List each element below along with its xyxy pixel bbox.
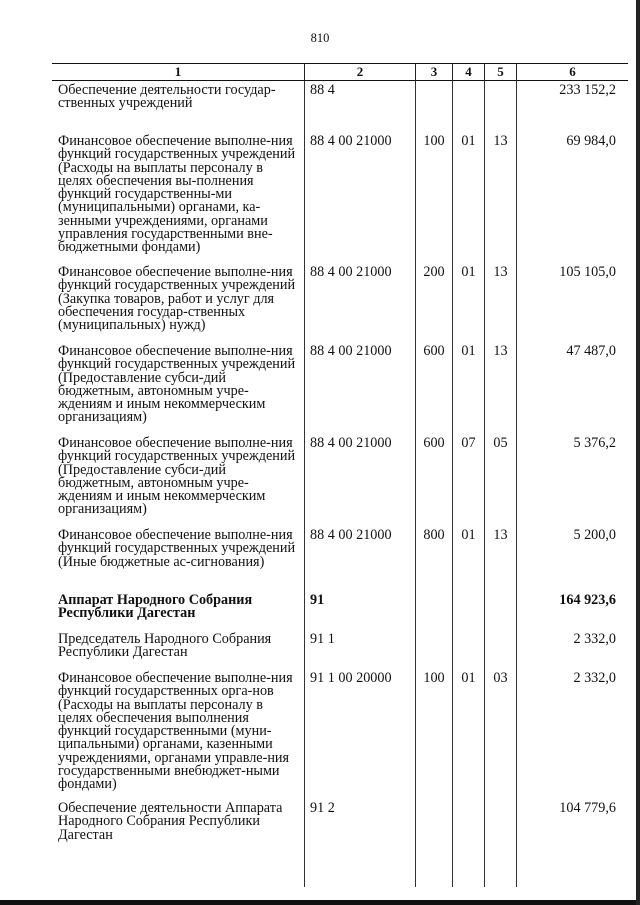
table-row (52, 434, 628, 526)
cell-code: 88 4 00 21000 (305, 342, 416, 434)
cell-section (453, 81, 485, 132)
cell-amount: 104 779,6 (559, 800, 616, 816)
table-row (52, 132, 628, 263)
cell-amount: 164 923,6 (559, 592, 616, 608)
cell-section: 01 (453, 669, 485, 799)
cell-code: 88 4 00 21000 (305, 263, 416, 342)
cell-amount: 5 200,0 (573, 527, 616, 543)
cell-expense-type: 800 (416, 526, 453, 591)
cell-subsection (485, 630, 517, 669)
cell-amount: 2 332,0 (573, 670, 616, 686)
col-header-4: 4 (453, 64, 485, 81)
cell-amount: 105 105,0 (559, 264, 616, 280)
cell-code: 91 1 00 20000 (305, 669, 416, 799)
cell-name: Финансовое обеспечение выполне-ния функций государственных учреждений (Предоставление субси-дий бюджетным, автономным учре-ждениям и иным некоммерческим организациям) (52, 434, 305, 526)
col-header-5: 5 (485, 64, 517, 81)
cell-name: Обеспечение деятельности государ-ственных учреждений (52, 81, 305, 132)
cell-subsection (485, 591, 517, 630)
cell-amount: 47 487,0 (566, 343, 616, 359)
cell-amount: 2 332,0 (573, 631, 616, 647)
cell-amount: 5 376,2 (573, 435, 616, 451)
cell-name: Финансовое обеспечение выполне-ния функций государственных учреждений (Иные бюджетные ас-сигнования) (52, 526, 305, 591)
cell-code: 91 1 (305, 630, 416, 669)
cell-code: 88 4 00 21000 (305, 434, 416, 526)
cell-amount: 69 984,0 (566, 133, 616, 149)
table-row (52, 263, 628, 342)
table-row (52, 669, 628, 799)
cell-code: 88 4 00 21000 (305, 526, 416, 591)
cell-name: Обеспечение деятельности Аппарата Народного Собрания Республики Дагестан (52, 799, 305, 887)
cell-name: Финансовое обеспечение выполне-ния функций государственных учреждений (Предоставление субси-дий бюджетным, автономным учре-ждениям и иным некоммерческим организациям) (52, 342, 305, 434)
cell-name: Финансовое обеспечение выполне-ния функций государственных учреждений (Закупка товаров, работ и услуг для обеспечения государ-ственных (муниципальных) нужд) (52, 263, 305, 342)
table-body (52, 81, 628, 887)
cell-code: 88 4 (305, 81, 416, 132)
cell-name: Аппарат Народного Собрания Республики Дагестан (52, 591, 305, 630)
col-header-2: 2 (305, 64, 416, 81)
page-number: 810 (310, 31, 330, 45)
cell-name: Финансовое обеспечение выполне-ния функций государственных орга-нов (Расходы на выплаты персоналу в целях обеспечения выполнения функций государственными (муни-ципальными) органами, казенными учреждениями, органами управле-ния государственными внебюджет-ными фондами) (52, 669, 305, 799)
table-row (52, 591, 628, 630)
col-header-3: 3 (416, 64, 453, 81)
table-row (52, 81, 628, 132)
scan-bottom-edge (0, 900, 640, 905)
cell-name: Финансовое обеспечение выполне-ния функций государственных учреждений (Расходы на выплаты персоналу в целях обеспечения вы-полнения функций государственны-ми (муниципальными) органами, ка-зенными учреждениями, органами управления государственными вне-бюджетными фондами) (52, 132, 305, 263)
cell-section: 01 (453, 342, 485, 434)
cell-subsection: 13 (485, 342, 517, 434)
table-header (52, 64, 628, 81)
cell-section: 01 (453, 132, 485, 263)
table-row (52, 526, 628, 591)
cell-expense-type: 600 (416, 342, 453, 434)
cell-subsection (485, 81, 517, 132)
cell-expense-type (416, 630, 453, 669)
cell-section: 01 (453, 263, 485, 342)
cell-code: 91 (305, 591, 416, 630)
cell-code: 91 2 (305, 799, 416, 887)
cell-section (453, 591, 485, 630)
table-row (52, 799, 628, 887)
cell-amount: 233 152,2 (559, 82, 616, 98)
budget-table (52, 63, 628, 887)
cell-expense-type: 200 (416, 263, 453, 342)
table-row (52, 342, 628, 434)
cell-section: 07 (453, 434, 485, 526)
cell-section (453, 630, 485, 669)
cell-expense-type (416, 799, 453, 887)
col-header-6: 6 (517, 64, 628, 81)
cell-expense-type: 100 (416, 669, 453, 799)
cell-subsection: 13 (485, 263, 517, 342)
col-header-1: 1 (52, 64, 305, 81)
cell-expense-type (416, 591, 453, 630)
cell-subsection: 03 (485, 669, 517, 799)
cell-name: Председатель Народного Собрания Республики Дагестан (52, 630, 305, 669)
cell-section (453, 799, 485, 887)
table-row (52, 630, 628, 669)
cell-subsection: 13 (485, 526, 517, 591)
cell-expense-type: 600 (416, 434, 453, 526)
cell-subsection: 05 (485, 434, 517, 526)
cell-subsection (485, 799, 517, 887)
cell-expense-type (416, 81, 453, 132)
cell-expense-type: 100 (416, 132, 453, 263)
cell-code: 88 4 00 21000 (305, 132, 416, 263)
cell-section: 01 (453, 526, 485, 591)
scan-right-edge (636, 0, 640, 905)
cell-subsection: 13 (485, 132, 517, 263)
